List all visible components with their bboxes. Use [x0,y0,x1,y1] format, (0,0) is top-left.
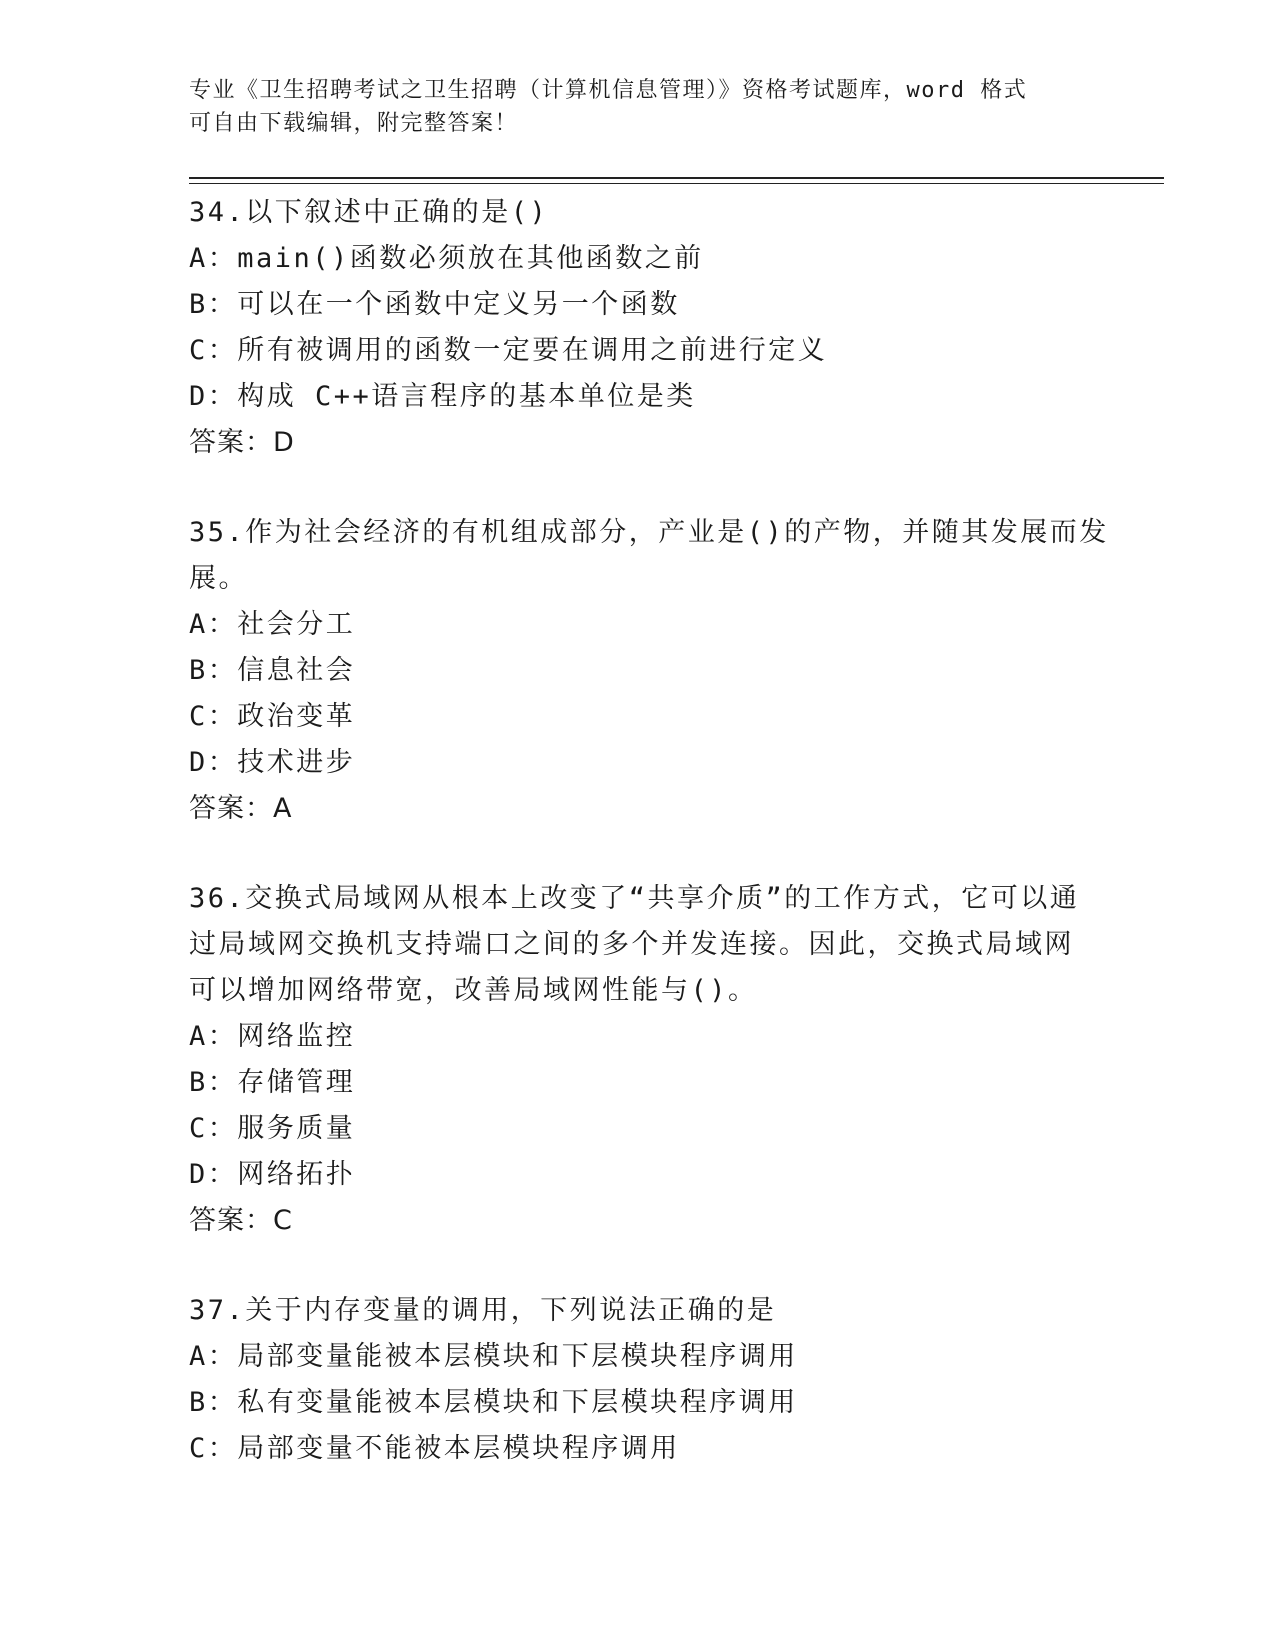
answer: 答案：A [189,793,293,824]
question-stem: 36.交换式局域网从根本上改变了“共享介质”的工作方式，它可以通 [189,883,1080,914]
option-a: A：局部变量能被本层模块和下层模块程序调用 [189,1341,798,1372]
option-a: A：网络监控 [189,1021,356,1052]
option-c: C：局部变量不能被本层模块程序调用 [189,1433,680,1464]
option-b: B：存储管理 [189,1067,356,1098]
option-c: C：所有被调用的函数一定要在调用之前进行定义 [189,335,828,366]
option-a: A：main()函数必须放在其他函数之前 [189,243,704,274]
spacer [189,832,1089,876]
option-c: C：服务质量 [189,1113,356,1144]
document-header [189,74,1089,140]
question-stem: 37.关于内存变量的调用，下列说法正确的是 [189,1295,777,1326]
question-34 [189,190,1089,466]
question-stem: 展。 [189,563,248,594]
question-list [189,190,1109,1472]
header-divider-thin [189,183,1164,184]
question-37 [189,1288,1089,1472]
spacer [189,466,1089,510]
question-stem: 34.以下叙述中正确的是() [189,197,549,228]
option-b: B：可以在一个函数中定义另一个函数 [189,289,680,320]
option-a: A：社会分工 [189,609,356,640]
option-d: D：构成 C++语言程序的基本单位是类 [189,381,696,412]
question-stem: 可以增加网络带宽，改善局域网性能与()。 [189,975,758,1006]
option-c: C：政治变革 [189,701,356,732]
answer: 答案：D [189,427,295,458]
question-36 [189,876,1089,1244]
question-35 [189,510,1109,832]
answer: 答案：C [189,1205,293,1236]
option-b: B：信息社会 [189,655,356,686]
option-b: B：私有变量能被本层模块和下层模块程序调用 [189,1387,798,1418]
header-divider-thick [189,177,1164,179]
option-d: D：网络拓扑 [189,1159,356,1190]
spacer [189,1244,1089,1288]
header-line-1: 专业《卫生招聘考试之卫生招聘（计算机信息管理）》资格考试题库，word 格式 [189,78,1028,103]
question-stem: 35.作为社会经济的有机组成部分，产业是()的产物，并随其发展而发 [189,517,1109,548]
option-d: D：技术进步 [189,747,356,778]
question-stem: 过局域网交换机支持端口之间的多个并发连接。因此，交换式局域网 [189,929,1074,960]
header-line-2: 可自由下载编辑，附完整答案！ [189,111,519,136]
